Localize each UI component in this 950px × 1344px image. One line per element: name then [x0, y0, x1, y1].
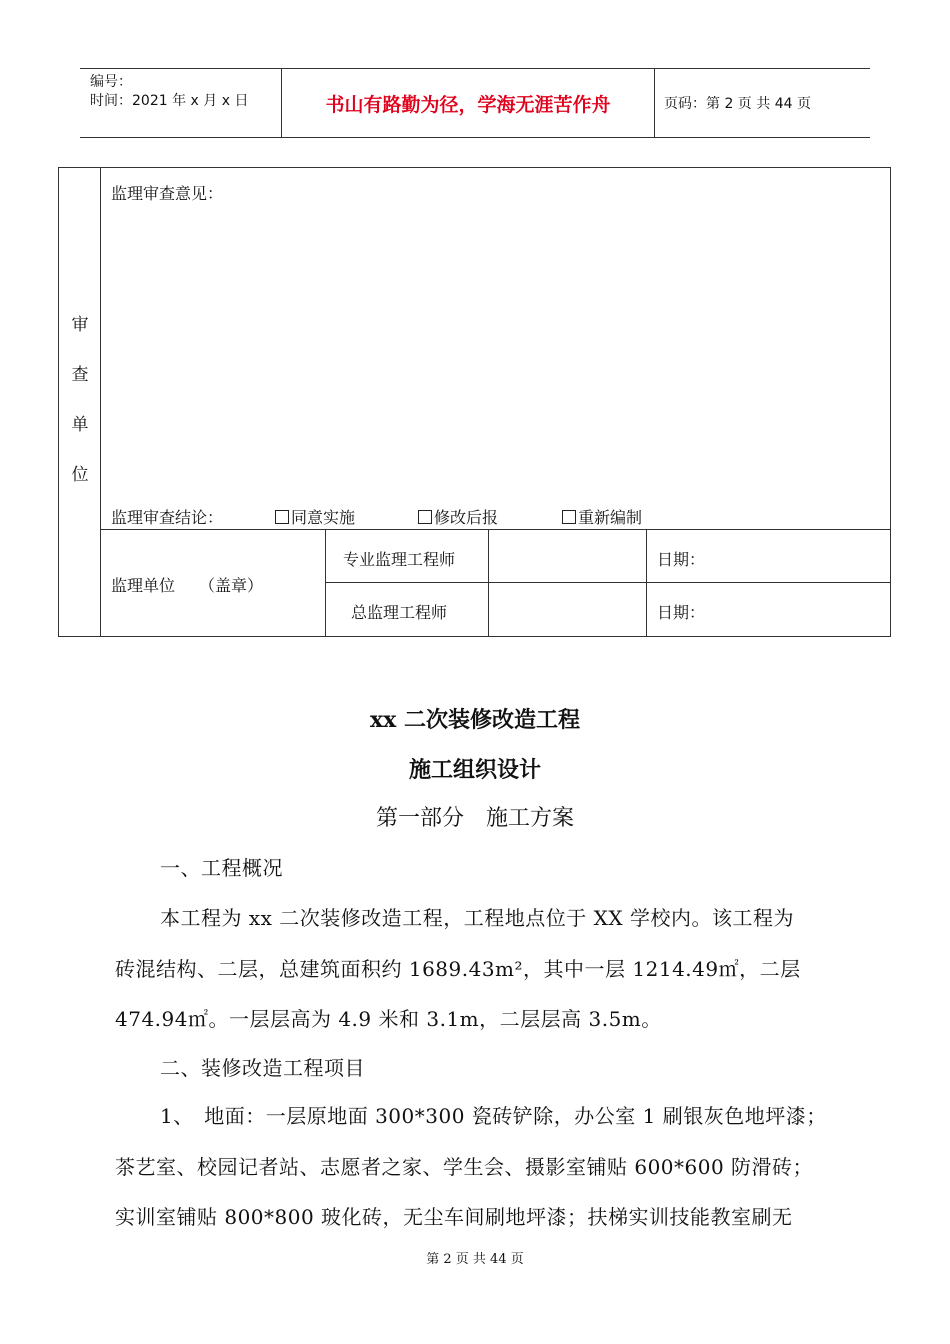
paragraph-line: 474.94㎡。一层层高为 4.9 米和 3.1m，二层层高 3.5m。 — [115, 1007, 662, 1031]
side-char: 单 — [71, 415, 89, 435]
section-heading: 二、装修改造工程项目 — [160, 1056, 365, 1080]
document-subtitle: 施工组织设计 — [408, 757, 541, 783]
time-label: 时间：2021 年 x 月 x 日 — [90, 93, 249, 109]
page-footer: 第 2 页 共 44 页 — [426, 1252, 524, 1267]
engineer-label: 专业监理工程师 — [343, 550, 456, 569]
paragraph-line: 1、 地面：一层原地面 300*300 瓷砖铲除，办公室 1 刷银灰色地坪漆； — [160, 1104, 827, 1128]
paragraph-line: 茶艺室、校园记者站、志愿者之家、学生会、摄影室铺贴 600*600 防滑砖； — [115, 1155, 814, 1179]
side-char: 查 — [71, 365, 89, 385]
opinion-label: 监理审查意见： — [111, 184, 224, 203]
part-heading: 第一部分 施工方案 — [375, 806, 574, 831]
date-label: 日期： — [657, 550, 706, 569]
header-page-cell — [654, 69, 870, 137]
side-char: 位 — [71, 465, 89, 485]
chief-engineer-label: 总监理工程师 — [351, 603, 448, 622]
header-meta-cell — [80, 69, 281, 137]
option-redo[interactable] — [562, 508, 642, 528]
motto: 书山有路勤为径，学海无涯苦作舟 — [325, 94, 611, 116]
section-heading: 一、工程概况 — [160, 856, 283, 880]
option-label: 重新编制 — [578, 508, 643, 527]
paragraph-line: 砖混结构、二层，总建筑面积约 1689.43m²，其中一层 1214.49㎡，二层 — [115, 957, 801, 981]
review-unit-vertical-label — [59, 168, 101, 638]
document-title: xx 二次装修改造工程 — [370, 707, 580, 733]
checkbox-icon[interactable] — [562, 510, 576, 524]
checkbox-icon[interactable] — [418, 510, 432, 524]
number-label: 编号： — [90, 74, 132, 90]
page-header — [80, 68, 870, 138]
option-revise[interactable] — [418, 508, 498, 528]
review-table — [58, 167, 891, 637]
conclusion-label: 监理审查结论： — [111, 508, 224, 527]
option-agree[interactable] — [275, 508, 355, 528]
divider — [488, 530, 489, 636]
date-label: 日期： — [657, 603, 706, 622]
side-char: 审 — [71, 315, 89, 335]
paragraph-line: 本工程为 xx 二次装修改造工程，工程地点位于 XX 学校内。该工程为 — [160, 906, 794, 930]
divider — [646, 530, 647, 636]
paragraph-line: 实训室铺贴 800*800 玻化砖，无尘车间刷地坪漆；扶梯实训技能教室刷无 — [115, 1205, 793, 1229]
divider — [325, 582, 891, 583]
divider — [325, 530, 326, 636]
supervision-unit-label: 监理单位 （盖章） — [111, 576, 264, 595]
option-label: 修改后报 — [434, 508, 499, 527]
header-motto-cell — [281, 69, 655, 137]
checkbox-icon[interactable] — [275, 510, 289, 524]
option-label: 同意实施 — [291, 508, 356, 527]
page-code: 页码：第 2 页 共 44 页 — [664, 96, 811, 112]
divider — [101, 529, 891, 530]
